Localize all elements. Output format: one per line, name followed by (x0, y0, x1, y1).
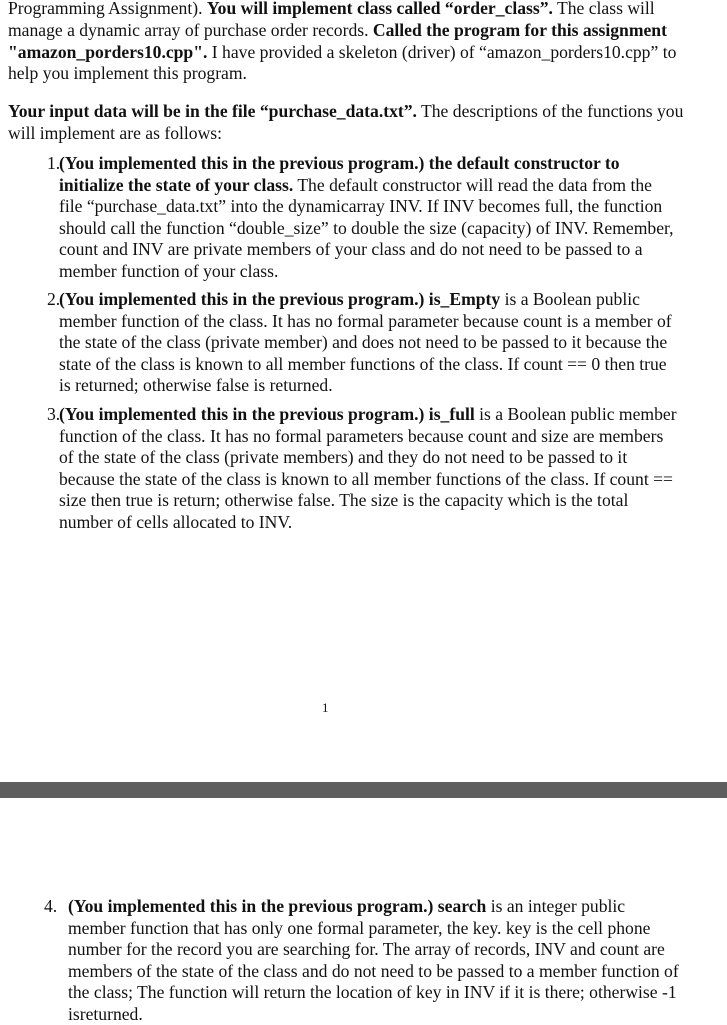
list-item-text: is a Boolean public member function of the class. It has no formal parameters because count and size are members of the state of the class (private members) and they do not need to be passed to it because the state of the class is known to all member functions of the class. If count == size then true is return; otherwise false. The size is the capacity which is the total number of cells allocated to INV. (59, 404, 677, 532)
list-item-text: The default constructor will read the data from the file “purchase_data.txt” into the dynamicarray INV. If INV becomes full, the function should call the function “double_size” to double the size (capacity) of INV. Remember, count and INV are private members of your class and do not need to be passed to a member function of your class. (59, 174, 674, 281)
intro-text-3: I have provided a skeleton (driver) of “amazon_porders10.cpp” to help you implement this program. (8, 41, 677, 84)
intro-bold-class-name: You will implement class called “order_class”. (206, 0, 553, 18)
page-divider (0, 782, 727, 798)
input-data-paragraph (8, 101, 698, 145)
list-item-bold: (You implemented this in the previous program.) is_Empty (59, 289, 501, 309)
list-item-number: 4. (44, 896, 58, 916)
page-number: 1 (322, 700, 329, 715)
list-item-number: 2. (47, 289, 61, 309)
intro-text-1: Programming Assignment). (8, 0, 207, 18)
intro-paragraph (8, 0, 698, 85)
list-item-text: is a Boolean public member function of the class. It has no formal parameter because count is a member of the state of the class (private member) and does not need to be passed to it because the state of the class is known to all member functions of the class. If count == 0 then true is returned; otherwise false is returned. (59, 289, 672, 395)
list-item (47, 404, 679, 533)
list-item (47, 289, 679, 397)
intro-bold-program-name: Called the program for this assignment "amazon_porders10.cpp". (8, 19, 667, 62)
list-item-number: 1. (47, 153, 61, 173)
input-data-text: The descriptions of the functions you will implement are as follows: (8, 101, 684, 143)
list-item-bold: (You implemented this in the previous program.) is_full (59, 404, 475, 424)
list-item (44, 896, 683, 1025)
document-page-2 (0, 798, 727, 1024)
list-item-text: is an integer public member function that has only one formal parameter, the key. key is the cell phone number for the record you are searching for. The array of records, INV and count are members of the state of the class and do not need to be passed to a member function of the class; The function will return the location of key in INV if it is there; otherwise -1 isreturned. (68, 896, 679, 1024)
list-item-number: 3. (47, 404, 61, 424)
list-item-bold: (You implemented this in the previous program.) the default constructor to initialize the state of your class. (59, 153, 620, 195)
list-item-bold: (You implemented this in the previous program.) search (68, 896, 487, 916)
input-data-bold: Your input data will be in the file “purchase_data.txt”. (8, 101, 417, 121)
list-item (47, 153, 679, 282)
intro-text-2: The class will manage a dynamic array of purchase order records. (8, 0, 655, 40)
